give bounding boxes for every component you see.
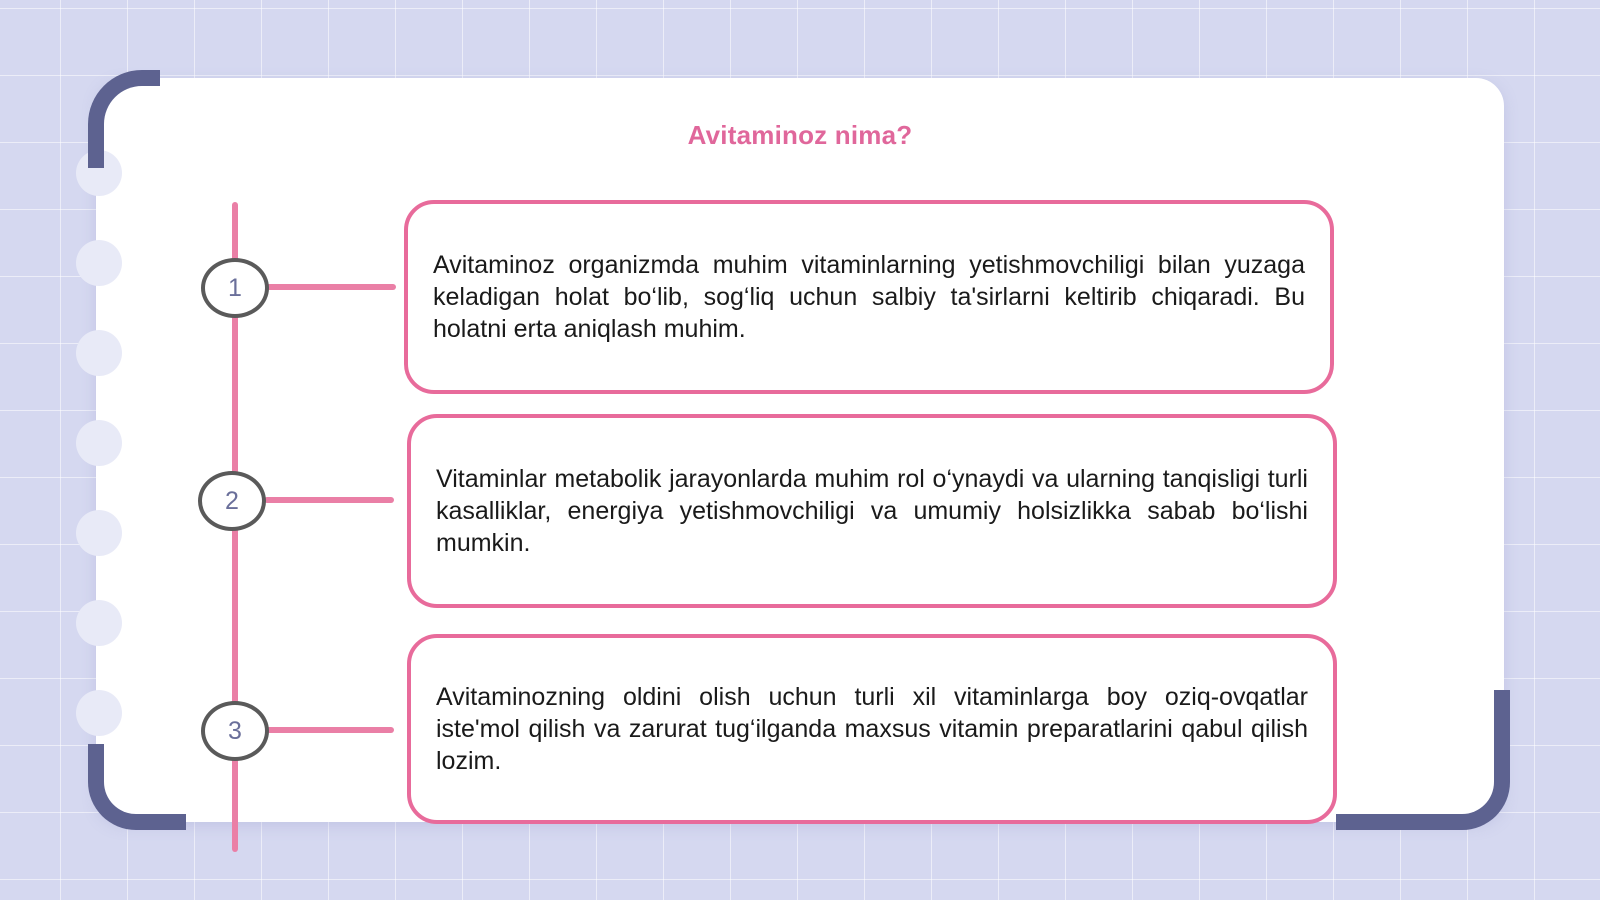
timeline-card-3 bbox=[407, 634, 1337, 824]
paper-scallop bbox=[76, 690, 122, 736]
paper-scallop bbox=[76, 240, 122, 286]
timeline-card-2 bbox=[407, 414, 1337, 608]
step-number-badge: 3 bbox=[201, 701, 269, 761]
timeline-card-text: Vitaminlar metabolik jarayonlarda muhim rol o‘ynaydi va ularning tanqisligi turli kasalliklar, energiya yetishmovchiligi va umumiy holsizlikka sabab bo‘lishi mumkin. bbox=[436, 465, 1308, 557]
paper-scallop bbox=[76, 330, 122, 376]
paper-scallop bbox=[76, 420, 122, 466]
timeline-card-text: Avitaminoz organizmda muhim vitaminlarning yetishmovchiligi bilan yuzaga keladigan holat bo‘lib, sog‘liq uchun salbiy ta'sirlarni keltirib chiqaradi. Bu holatni erta aniqlash muhim. bbox=[433, 251, 1305, 343]
timeline-card-text: Avitaminozning oldini olish uchun turli xil vitaminlarga boy oziq-ovqatlar iste'mol qilish va zarurat tug‘ilganda maxsus vitamin preparatlarini qabul qilish lozim. bbox=[436, 683, 1308, 775]
paper-scallop bbox=[76, 510, 122, 556]
timeline-card-1 bbox=[404, 200, 1334, 394]
timeline-connector bbox=[264, 497, 394, 503]
corner-bracket-bottom-right bbox=[1336, 690, 1510, 830]
paper-scallop bbox=[76, 600, 122, 646]
slide-title: Avitaminoz nima? bbox=[687, 120, 913, 150]
corner-bracket-bottom-left bbox=[88, 744, 186, 830]
timeline-connector bbox=[266, 727, 394, 733]
corner-bracket-top-left bbox=[88, 70, 160, 168]
timeline-connector bbox=[266, 284, 396, 290]
step-number-badge: 1 bbox=[201, 258, 269, 318]
step-number-badge: 2 bbox=[198, 471, 266, 531]
